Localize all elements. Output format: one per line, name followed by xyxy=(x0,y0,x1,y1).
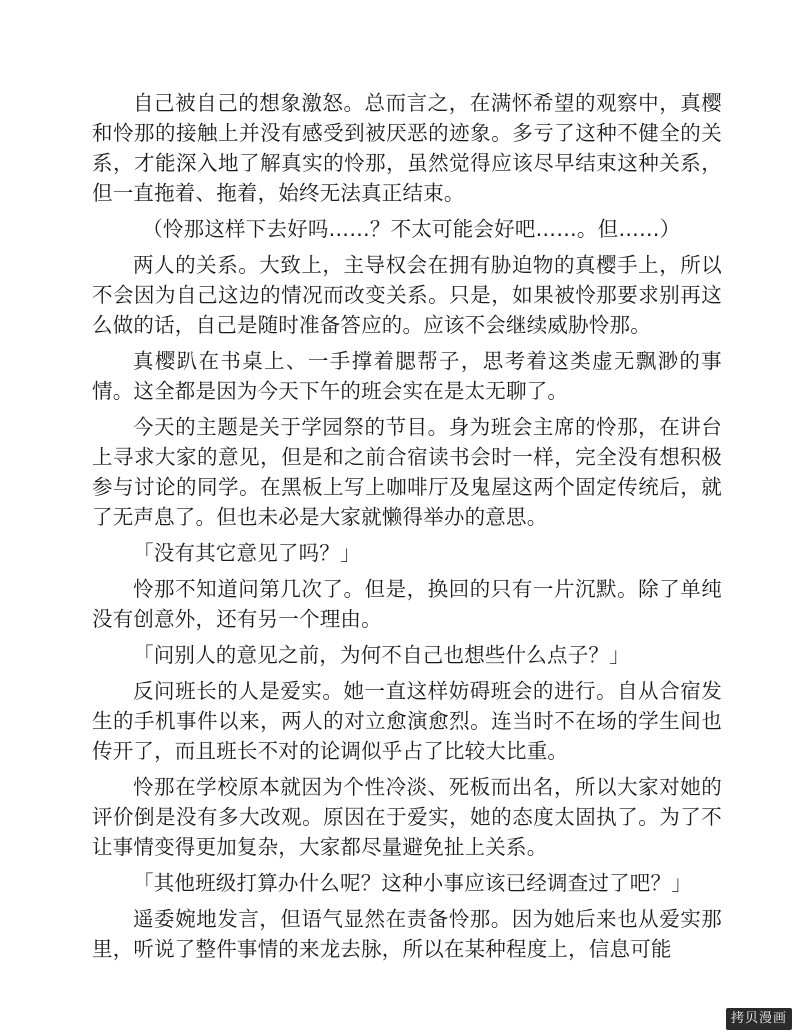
paragraph-dialog: 「没有其它意见了吗？」 xyxy=(133,541,361,565)
paragraph: 两人的关系。大致上，主导权会在拥有胁迫物的真樱手上，所以不会因为自己这边的情况而改变关系。只是，如果被怜那要求别再这么做的话，自己是随时准备答应的。应该不会继续威胁怜那。 xyxy=(92,253,722,337)
paragraph: 遥委婉地发言，但语气显然在责备怜那。因为她后来也从爱实那里，听说了整件事情的来龙去脉，所以在某种程度上，信息可能 xyxy=(92,907,722,961)
paragraph: 自己被自己的想象激怒。总而言之，在满怀希望的观察中，真樱和怜那的接触上并没有感受到被厌恶的迹象。多亏了这种不健全的关系，才能深入地了解真实的怜那，虽然觉得应该尽早结束这种关系，但一直拖着、拖着，始终无法真正结束。 xyxy=(92,91,722,205)
paragraph-dialog: 「其他班级打算办什么呢？这种小事应该已经调查过了吧？」 xyxy=(133,871,692,895)
paragraph-dialog: 「问别人的意见之前，为何不自己也想些什么点子？」 xyxy=(133,643,630,667)
paragraph: 反问班长的人是爱实。她一直这样妨碍班会的进行。自从合宿发生的手机事件以来，两人的对立愈演愈烈。连当时不在场的学生间也传开了，而且班长不对的论调似乎占了比较大比重。 xyxy=(92,679,722,763)
paragraph: 怜那在学校原本就因为个性冷淡、死板而出名，所以大家对她的评价倒是没有多大改观。原因在于爱实，她的态度太固执了。为了不让事情变得更加复杂，大家都尽量避免扯上关系。 xyxy=(92,775,722,859)
paragraph: 真樱趴在书桌上、一手撑着腮帮子，思考着这类虚无飘渺的事情。这全都是因为今天下午的班会实在是太无聊了。 xyxy=(92,349,722,403)
watermark-logo: 拷贝漫画 xyxy=(726,1008,792,1030)
paragraph: 怜那不知道问第几次了。但是，换回的只有一片沉默。除了单纯没有创意外，还有另一个理由。 xyxy=(92,577,722,631)
paragraph-thought: （怜那这样下去好吗……？不太可能会好吧……。但……） xyxy=(142,217,681,241)
body-text xyxy=(92,88,722,970)
paragraph: 今天的主题是关于学园祭的节目。身为班会主席的怜那，在讲台上寻求大家的意见，但是和之前合宿读书会时一样，完全没有想积极参与讨论的同学。在黑板上写上咖啡厅及鬼屋这两个固定传统后，就了无声息了。但也未必是大家就懒得举办的意思。 xyxy=(92,415,722,529)
